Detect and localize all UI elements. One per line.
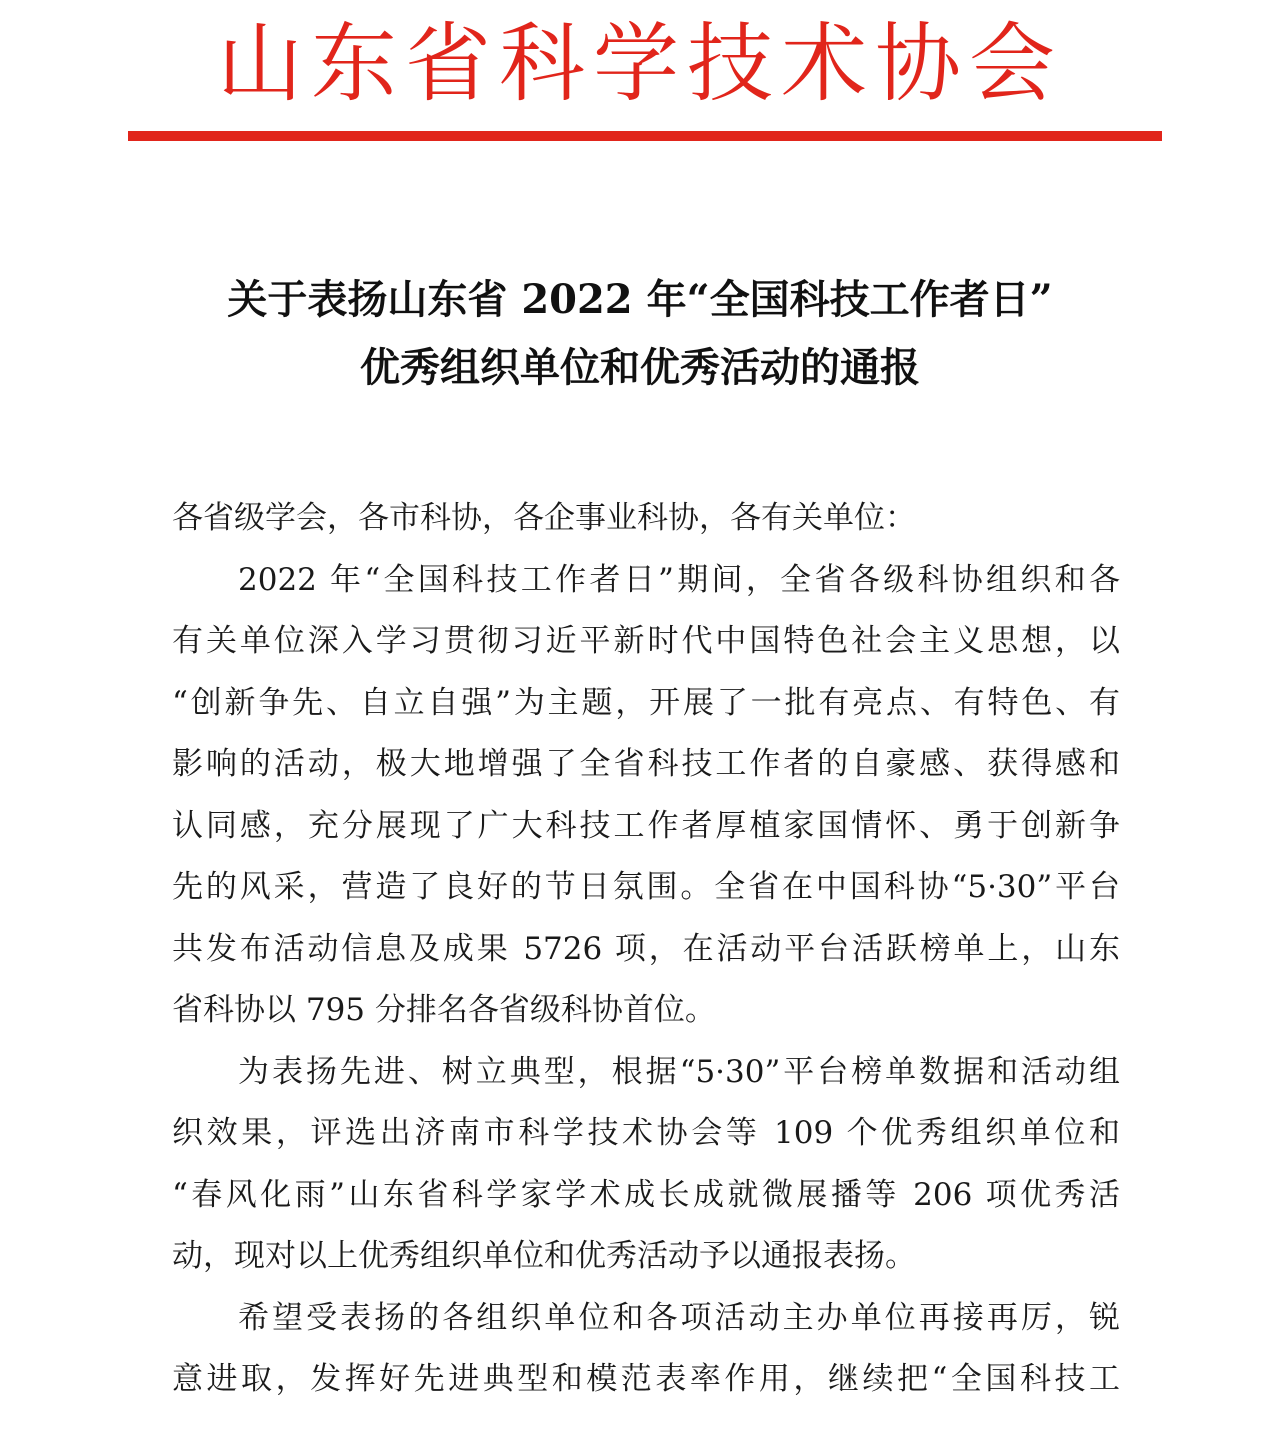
body-line: 为表扬先进、树立典型，根据“5·30”平台榜单数据和活动组 <box>238 1053 1120 1090</box>
body-line: 有关单位深入学习贯彻习近平新时代中国特色社会主义思想，以 <box>172 623 1120 659</box>
body-line: 先的风采，营造了良好的节日氛围。全省在中国科协“5·30”平台 <box>172 869 1120 905</box>
body-line: 省科协以 795 分排名各省级科协首位。 <box>172 992 716 1028</box>
document-body <box>172 488 1120 1411</box>
body-line: 2022 年“全国科技工作者日”期间，全省各级科协组织和各 <box>238 561 1120 598</box>
masthead-org-name: 山东省科学技术协会 <box>217 14 1063 114</box>
document-title <box>120 266 1160 402</box>
body-line: 意进取，发挥好先进典型和模范表率作用，继续把“全国科技工 <box>172 1361 1120 1397</box>
body-line: 共发布活动信息及成果 5726 项，在活动平台活跃榜单上，山东 <box>172 930 1120 967</box>
body-line: 影响的活动，极大地增强了全省科技工作者的自豪感、获得感和 <box>172 746 1120 782</box>
body-line: 动，现对以上优秀组织单位和优秀活动予以通报表扬。 <box>172 1238 916 1274</box>
body-line: “创新争先、自立自强”为主题，开展了一批有亮点、有特色、有 <box>172 684 1120 721</box>
body-line: 认同感，充分展现了广大科技工作者厚植家国情怀、勇于创新争 <box>172 807 1120 844</box>
body-line: “春风化雨”山东省科学家学术成长成就微展播等 206 项优秀活 <box>172 1176 1120 1213</box>
document-title-line-2: 优秀组织单位和优秀活动的通报 <box>360 344 920 391</box>
body-line: 希望受表扬的各组织单位和各项活动主办单位再接再厉，锐 <box>238 1299 1120 1336</box>
salutation: 各省级学会，各市科协，各企事业科协，各有关单位： <box>172 500 916 536</box>
masthead-red-rule <box>128 131 1162 141</box>
body-line: 织效果，评选出济南市科学技术协会等 109 个优秀组织单位和 <box>172 1115 1120 1151</box>
document-title-line-1: 关于表扬山东省 2022 年“全国科技工作者日” <box>227 276 1053 323</box>
